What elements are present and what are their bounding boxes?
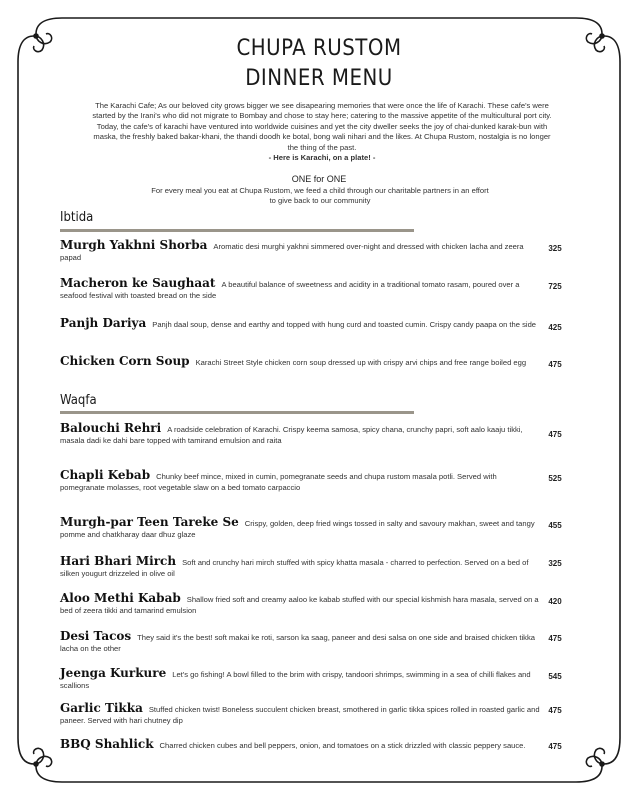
menu-item-desc: They said it's the best! soft makai ke roti, sarson ka saag, paneer and desi salsa on one side and braised chicken tikka lacha on the other xyxy=(60,633,535,653)
menu-item-desc: Let's go fishing! A bowl filled to the brim with crispy, tandoori shrimps, swimming in a sea of chilli flakes and scallions xyxy=(60,670,531,690)
menu-item-name: BBQ Shahlick xyxy=(60,737,154,751)
menu-item-price: 475 xyxy=(548,706,562,715)
menu-item xyxy=(60,517,540,540)
intro-tagline: - Here is Karachi, on a plate! - xyxy=(268,153,376,163)
menu-item-name: Chapli Kebab xyxy=(60,468,151,482)
menu-item-price: 325 xyxy=(548,244,562,253)
menu-item-desc: Stuffed chicken twist! Boneless succulent chicken breast, smothered in garlic tikka spices rolled in roasted garlic and paneer. Served with hari chutney dip xyxy=(60,705,540,725)
menu-item-name: Macheron ke Saughaat xyxy=(60,276,216,290)
menu-item-price: 725 xyxy=(548,282,562,291)
menu-item-name: Jeenga Kurkure xyxy=(60,666,167,680)
section-title-ibtida: Ibtida xyxy=(60,210,94,225)
menu-item-price: 455 xyxy=(548,521,562,530)
menu-item-name: Desi Tacos xyxy=(60,629,132,643)
menu-item-desc: Panjh daal soup, dense and earthy and topped with hung curd and toasted cumin. Crispy candy paapa on the side xyxy=(152,320,537,329)
menu-item xyxy=(60,470,540,493)
menu-item xyxy=(60,278,540,301)
menu-item xyxy=(60,668,540,691)
menu-item-desc: Karachi Street Style chicken corn soup dressed up with crispy arvi chips and free range boiled egg xyxy=(195,358,527,367)
menu-item xyxy=(60,356,540,369)
menu-item-desc: Soft and crunchy hari mirch stuffed with spicy khatta masala - charred to perfection. Served on a bed of silken yougurt drizzeled in olive oil xyxy=(60,558,529,578)
menu-item-price: 475 xyxy=(548,742,562,751)
one-for-one-text: For every meal you eat at Chupa Rustom, we feed a child through our charitable partners in an effort to give back to our community xyxy=(151,186,489,205)
menu-item-price: 525 xyxy=(548,474,562,483)
intro-text: The Karachi Cafe; As our beloved city grows bigger we see disapearing memories that were once the life of Karachi. These cafe's were started by the Irani's who did not migrate to Bombay and chose to stay here; catering to the massive appetite of the multicultural port city. Today, the cafe's of karachi have ventured into worldwide cuisines and yet the city dweller seeks the joy of chai-dunked karak-bun with maska, the freshly baked bakar-khani, the thandi doodh ke botal, bong wali nihari and the likes. At Chupa Rustom, nostalgia is no longer the thing of the past. xyxy=(92,101,552,152)
section-divider xyxy=(60,229,414,232)
section-title-waqfa: Waqfa xyxy=(60,393,97,408)
menu-item-desc: A roadside celebration of Karachi. Crispy keema samosa, spicy chana, crunchy papri, soft aalo kaaju tikki, masala dadi ke dahi bare topped with tamirand emulsion and raita xyxy=(60,425,523,445)
menu-item-desc: A beautiful balance of sweetness and acidity in a traditional tomato rasam, poured over a seafood festival with toasted bread on the side xyxy=(60,280,520,300)
menu-item xyxy=(60,556,540,579)
menu-item-price: 475 xyxy=(548,360,562,369)
menu-item-price: 420 xyxy=(548,597,562,606)
menu-item xyxy=(60,423,540,446)
menu-item xyxy=(60,593,540,616)
corner-flourish-br-icon xyxy=(576,738,620,782)
menu-item-desc: Shallow fried soft and creamy aaloo ke kabab stuffed with our special kishmish hara masala, served on a bed of zeera tikki and tamarind emulsion xyxy=(60,595,539,615)
menu-item xyxy=(60,739,540,752)
menu-item xyxy=(60,703,540,726)
menu-item-name: Panjh Dariya xyxy=(60,316,147,330)
menu-item-name: Balouchi Rehri xyxy=(60,421,162,435)
menu-item xyxy=(60,318,540,331)
menu-item-desc: Aromatic desi murghi yakhni simmered over-night and dressed with chicken lacha and zeera papad xyxy=(60,242,524,262)
menu-title: DINNER MENU xyxy=(245,66,393,91)
menu-item-name: Aloo Methi Kabab xyxy=(60,591,181,605)
menu-item-name: Garlic Tikka xyxy=(60,701,143,715)
menu-item-desc: Chunky beef mince, mixed in cumin, pomegranate seeds and chupa rustom masala potli. Served with pomegranate molasses, root vegetable slaw on a bed tomato carpaccio xyxy=(60,472,497,492)
section-divider xyxy=(60,411,414,414)
menu-item-name: Hari Bhari Mirch xyxy=(60,554,177,568)
menu-item-desc: Crispy, golden, deep fried wings tossed in salty and savoury makhan, sweet and tangy pomme and chatkharay daar dhuz glaze xyxy=(60,519,535,539)
menu-item-price: 425 xyxy=(548,323,562,332)
intro-paragraph xyxy=(92,101,552,163)
menu-item-name: Murgh-par Teen Tareke Se xyxy=(60,515,239,529)
one-for-one-heading: ONE for ONE xyxy=(291,174,347,184)
menu-item-name: Murgh Yakhni Shorba xyxy=(60,238,208,252)
restaurant-title: CHUPA RUSTOM xyxy=(236,36,402,61)
menu-item-price: 475 xyxy=(548,634,562,643)
menu-item xyxy=(60,631,540,654)
menu-item-price: 475 xyxy=(548,430,562,439)
menu-item-price: 545 xyxy=(548,672,562,681)
corner-flourish-bl-icon xyxy=(18,738,62,782)
menu-item-desc: Charred chicken cubes and bell peppers, onion, and tomatoes on a stick drizzled with classic peppery sauce. xyxy=(159,741,526,750)
menu-item xyxy=(60,240,540,263)
menu-item-name: Chicken Corn Soup xyxy=(60,354,190,368)
menu-item-price: 325 xyxy=(548,559,562,568)
